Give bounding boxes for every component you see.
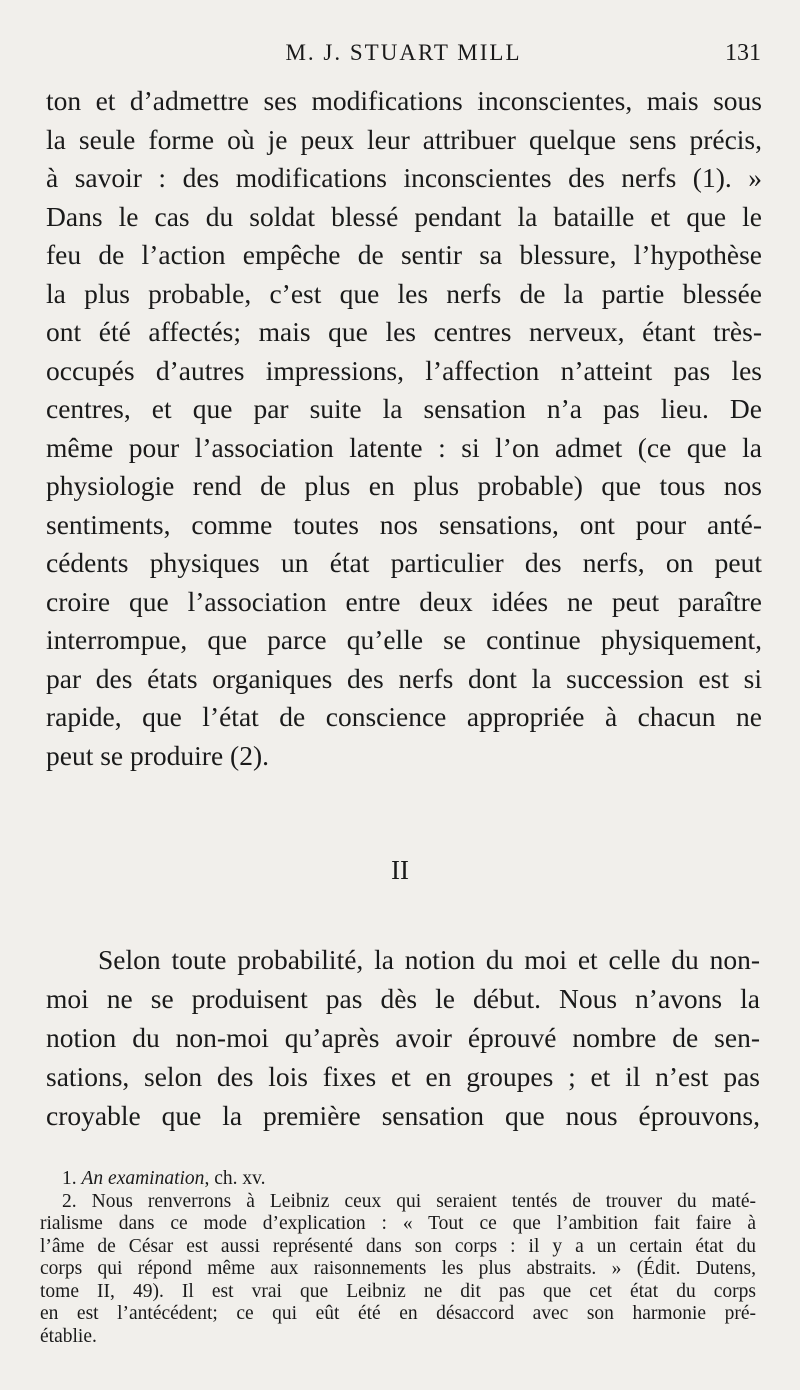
- running-head: [46, 40, 761, 72]
- text-line: la seule forme où je peux leur attribuer quelque sens précis,: [46, 123, 762, 155]
- text-line: occupés d’autres impressions, l’affection n’atteint pas les: [46, 354, 762, 386]
- text-line: notion du non-moi qu’après avoir éprouvé nombre de sen-: [46, 1022, 760, 1053]
- text-line: moi ne se produisent pas dès le début. Nous n’avons la: [46, 983, 760, 1014]
- running-head-title: M. J. STUART MILL: [285, 40, 522, 65]
- footnote-line: en est l’antécédent; ce qui eût été en désaccord avec son harmonie pré-: [40, 1303, 756, 1324]
- text-line: centres, et que par suite la sensation n’a pas lieu. De: [46, 393, 762, 424]
- text-line: à savoir : des modifications inconscientes des nerfs (1). »: [46, 162, 762, 193]
- text-line: ton et d’admettre ses modifications inconscientes, mais sous: [46, 85, 762, 116]
- footnote-line: rialisme dans ce mode d’explication : « Tout ce que l’ambition fait faire à: [40, 1213, 756, 1234]
- text-line: croyable que la première sensation que nous éprouvons,: [46, 1100, 760, 1131]
- text-line: feu de l’action empêche de sentir sa blessure, l’hypothèse: [46, 239, 762, 270]
- paragraph-1: [46, 82, 762, 775]
- footnote-line: corps qui répond même aux raisonnements les plus abstraits. » (Édit. Dutens,: [40, 1258, 756, 1279]
- footnotes: [40, 1168, 756, 1348]
- text-line: même pour l’association latente : si l’on admet (ce que la: [46, 431, 762, 463]
- footnote-line: l’âme de César est aussi représenté dans son corps : il y a un certain état du: [40, 1235, 756, 1257]
- text-line: sentiments, comme toutes nos sensations, ont pour anté-: [46, 508, 762, 540]
- footnote-2: [40, 1191, 756, 1349]
- footnote-line: établie.: [40, 1325, 97, 1347]
- paragraph-2: [46, 940, 760, 1135]
- text-line: peut se produire (2).: [46, 739, 269, 771]
- text-line: par des états organiques des nerfs dont la succession est si: [46, 662, 762, 694]
- text-line: interrompue, que parce qu’elle se continue physiquement,: [46, 624, 762, 655]
- text-line: physiologie rend de plus en plus probable) que tous nos: [46, 470, 762, 501]
- text-line: la plus probable, c’est que les nerfs de la partie blessée: [46, 277, 762, 309]
- footnote-number: 1.: [62, 1168, 77, 1189]
- footnote-cited-title: An examination: [81, 1168, 205, 1189]
- footnote-1: [40, 1168, 756, 1191]
- text-line: ont été affectés; mais que les centres nerveux, étant très-: [46, 316, 762, 347]
- text-line: Dans le cas du soldat blessé pendant la bataille et que le: [46, 200, 762, 232]
- text-line: Selon toute probabilité, la notion du moi et celle du non-: [98, 944, 760, 975]
- text-line: rapide, que l’état de conscience appropriée à chacun ne: [46, 701, 762, 732]
- section-heading: II: [391, 855, 409, 885]
- footnote-text: , ch. xv.: [204, 1168, 266, 1189]
- text-line: cédents physiques un état particulier des nerfs, on peut: [46, 547, 762, 578]
- text-line: croire que l’association entre deux idées ne peut paraître: [46, 585, 762, 617]
- text-line: sations, selon des lois fixes et en groupes ; et il n’est pas: [46, 1061, 760, 1092]
- page-number: 131: [725, 40, 761, 66]
- footnote-line: 2. Nous renverrons à Leibniz ceux qui seraient tentés de trouver du maté-: [62, 1190, 756, 1212]
- footnote-line: tome II, 49). Il est vrai que Leibniz ne dit pas que cet état du corps: [40, 1280, 756, 1302]
